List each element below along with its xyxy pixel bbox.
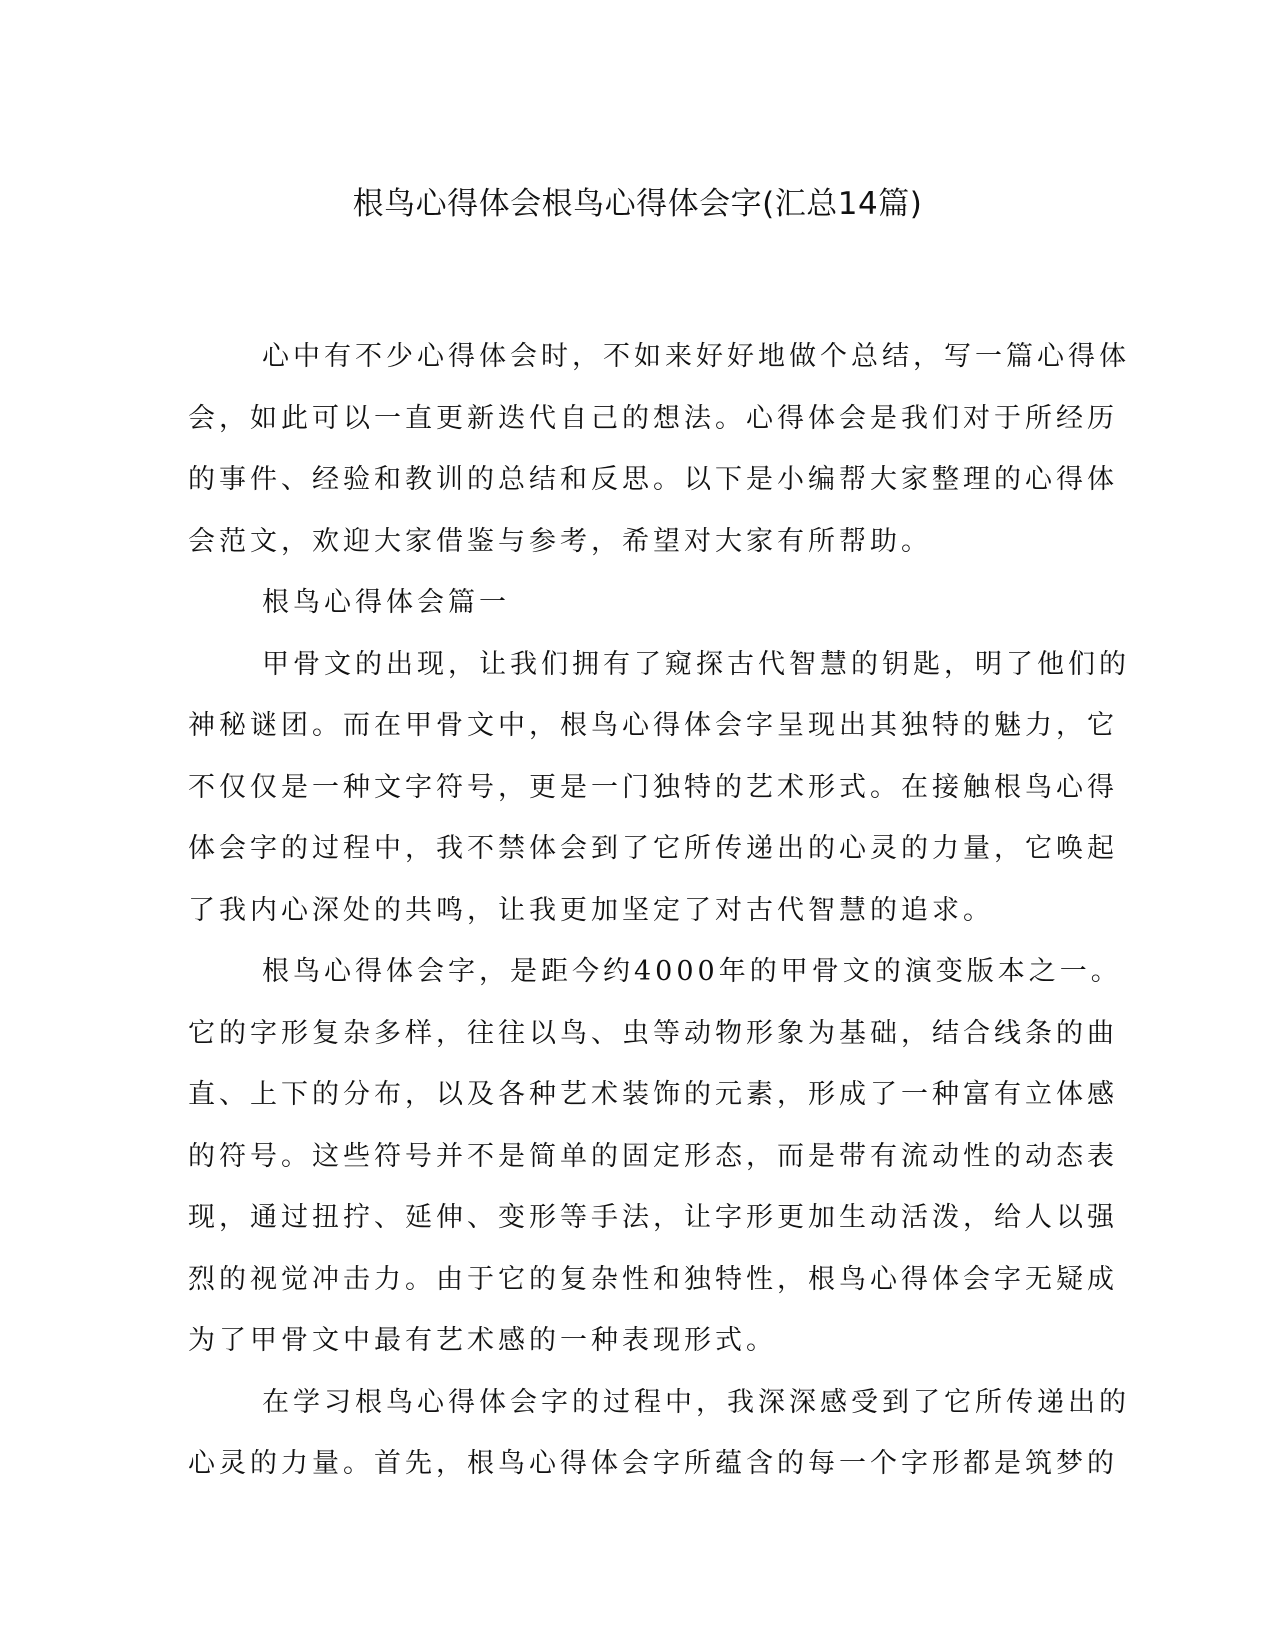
paragraph-line: 甲骨文的出现，让我们拥有了窥探古代智慧的钥匙，明了他们的	[262, 648, 1130, 680]
paragraph-line: 为了甲骨文中最有艺术感的一种表现形式。	[188, 1325, 777, 1356]
paragraph-line: 的事件、经验和教训的总结和反思。以下是小编帮大家整理的心得体	[188, 464, 1118, 495]
paragraph-line: 直、上下的分布，以及各种艺术装饰的元素，形成了一种富有立体感	[188, 1079, 1118, 1110]
paragraph-line: 的符号。这些符号并不是简单的固定形态，而是带有流动性的动态表	[188, 1140, 1118, 1172]
paragraph-line: 在学习根鸟心得体会字的过程中，我深深感受到了它所传递出的	[262, 1386, 1130, 1418]
paragraph-line: 神秘谜团。而在甲骨文中，根鸟心得体会字呈现出其独特的魅力，它	[188, 710, 1118, 741]
section-heading: 根鸟心得体会篇一	[262, 587, 510, 618]
paragraph-line: 不仅仅是一种文字符号，更是一门独特的艺术形式。在接触根鸟心得	[188, 771, 1118, 803]
paragraph-line: 会，如此可以一直更新迭代自己的想法。心得体会是我们对于所经历	[188, 402, 1118, 434]
document-body	[188, 326, 1130, 1495]
document-title: 根鸟心得体会根鸟心得体会字(汇总14篇)	[352, 186, 923, 222]
paragraph-line: 现，通过扭拧、延伸、变形等手法，让字形更加生动活泼，给人以强	[188, 1202, 1118, 1233]
paragraph-line: 心中有不少心得体会时，不如来好好地做个总结，写一篇心得体	[262, 341, 1130, 372]
paragraph-line: 会范文，欢迎大家借鉴与参考，希望对大家有所帮助。	[188, 525, 932, 557]
paragraph-line: 心灵的力量。首先，根鸟心得体会字所蕴含的每一个字形都是筑梦的	[188, 1448, 1118, 1479]
paragraph-line: 烈的视觉冲击力。由于它的复杂性和独特性，根鸟心得体会字无疑成	[188, 1263, 1118, 1295]
paragraph-line: 体会字的过程中，我不禁体会到了它所传递出的心灵的力量，它唤起	[188, 833, 1118, 864]
paragraph-line: 它的字形复杂多样，往往以鸟、虫等动物形象为基础，结合线条的曲	[188, 1017, 1118, 1049]
paragraph-line: 根鸟心得体会字，是距今约4000年的甲骨文的演变版本之一。	[262, 956, 1122, 987]
paragraph-line: 了我内心深处的共鸣，让我更加坚定了对古代智慧的追求。	[188, 894, 994, 926]
